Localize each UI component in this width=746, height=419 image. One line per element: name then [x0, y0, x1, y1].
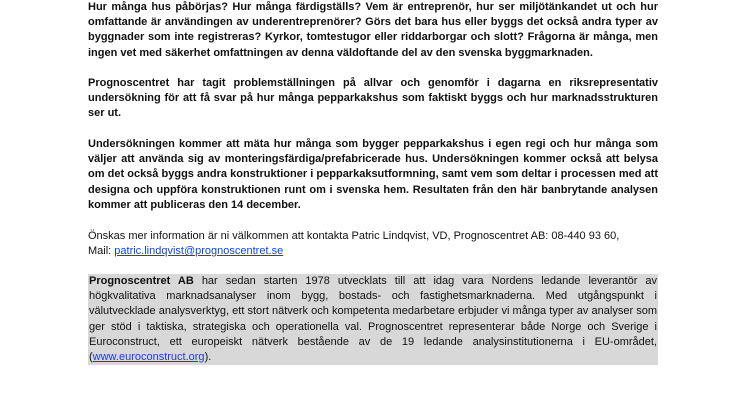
paragraph-survey-intro: Prognoscentret har tagit problemställningen på allvar och genomför i dagarna en riksrepresentativ undersökning för att få svar på hur många pepparkakshus som faktiskt byggs och hur marknadsstrukturen ser ut. — [88, 77, 658, 120]
mail-link[interactable]: patric.lindqvist@prognoscentret.se — [114, 245, 284, 258]
paragraph-survey-details: Undersökningen kommer att mäta hur många som bygger pepparkakshus i egen regi och hur många som väljer att använda sig av monteringsfärdiga/prefabricerade hus. Undersökningen kommer också att belysa om det också byggs andra konstruktioner i pepparkaksutformning, samt vem som deltar i processen med att designa och uppföra konstruktionen runt om i svenska hem. Resultaten från den här banbrytande analysen kommer att publiceras den 14 december. — [88, 138, 658, 211]
euroconstruct-link[interactable]: www.euroconstruct.org — [92, 351, 205, 364]
contact-text: Önskas mer information är ni välkommen att kontakta Patric Lindqvist, VD, Prognoscentret AB: 08-440 93 60, — [88, 230, 620, 242]
company-name: Prognoscentret AB — [89, 275, 194, 287]
company-end: ). — [204, 351, 212, 364]
company-boilerplate — [88, 274, 658, 365]
paragraph-questions: Hur många hus påbörjas? Hur många färdigställs? Vem är entreprenör, hur ser miljötänkandet ut och hur omfattande är användingen av underentreprenörer? Görs det bara hus eller byggs det också andra typer av byggnader som inte registreras? Kyrkor, tomtestugor eller riddarborgar och slott? Frågorna är många, men ingen vet med säkerhet omfattningen av denna väldoftande del av den svenska byggmarknaden. — [88, 1, 658, 59]
contact-paragraph — [88, 229, 658, 259]
company-text: har sedan starten 1978 utvecklats till att idag vara Nordens ledande leverantör av högkvalitativa marknadsanalyser inom bygg, bostads- och fastighetsmarknaderna. Med utgångspunkt i välutvecklade analysverktyg, ett stort nätverk och kompetenta medarbetare erbjuder vi många typer av analyser som ger stöd i taktiska, strategiska och operationella val. Prognoscentret representerar både Norge och Sverige i Euroconstruct, ett europeiskt nätverk bestående av de 19 ledande analysinstitutionerna i EU-området, ( — [89, 275, 657, 364]
mail-label: Mail: — [88, 245, 115, 258]
